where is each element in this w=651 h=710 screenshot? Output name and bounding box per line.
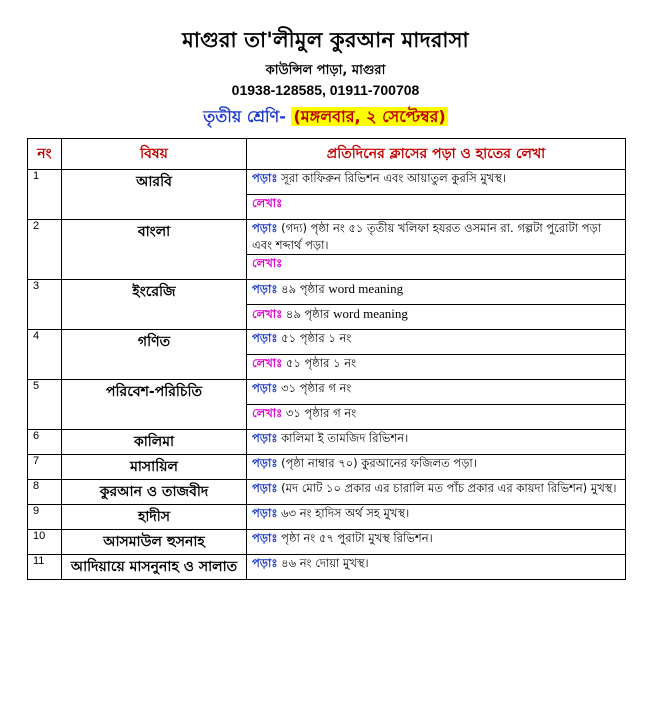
table-row — [28, 555, 626, 580]
write-cell — [247, 305, 626, 330]
table-row — [28, 505, 626, 530]
row-number: 8 — [28, 480, 62, 505]
read-cell — [247, 555, 626, 580]
row-subject: পরিবেশ-পরিচিতি — [62, 380, 247, 430]
row-number: 6 — [28, 430, 62, 455]
class-name: তৃতীয় শ্রেণি — [203, 107, 280, 126]
read-text: ৫১ পৃষ্ঠার ১ নং — [281, 331, 352, 345]
read-text: পৃষ্ঠা নং ৫৭ পুরাটা মুখস্থ রিভিশন। — [281, 531, 433, 545]
table-row — [28, 430, 626, 455]
routine-table — [27, 138, 626, 580]
read-label: পড়াঃ — [252, 221, 278, 235]
contact-phones: 01938-128585, 01911-700708 — [231, 82, 420, 98]
row-number: 2 — [28, 220, 62, 280]
write-cell — [247, 355, 626, 380]
row-number: 1 — [28, 170, 62, 220]
write-text-latin: word meaning — [333, 306, 408, 321]
read-label: পড়াঃ — [252, 481, 278, 495]
write-label: লেখাঃ — [252, 406, 283, 420]
row-number: 11 — [28, 555, 62, 580]
write-label: লেখাঃ — [252, 196, 283, 210]
table-row — [28, 220, 626, 255]
read-label: পড়াঃ — [252, 431, 278, 445]
header-subject: বিষয় — [62, 139, 247, 170]
read-label: পড়াঃ — [252, 381, 278, 395]
table-row — [28, 280, 626, 305]
write-cell — [247, 195, 626, 220]
table-row — [28, 480, 626, 505]
read-label: পড়াঃ — [252, 556, 278, 570]
table-row — [28, 530, 626, 555]
row-subject: আসমাউল হুসনাহ — [62, 530, 247, 555]
row-number: 3 — [28, 280, 62, 330]
write-text: ৩১ পৃষ্ঠার গ নং — [285, 406, 357, 420]
row-subject: বাংলা — [62, 220, 247, 280]
read-text-latin: word meaning — [328, 281, 404, 296]
read-text: (মদ মোট ১০ প্রকার এর চারালি মত পাঁচ প্রকার এর কায়দা রিভিশন) মুখস্থ। — [281, 481, 617, 495]
read-cell — [247, 505, 626, 530]
class-separator: - — [279, 107, 286, 126]
write-text: ৫১ পৃষ্ঠার ১ নং — [285, 356, 357, 370]
read-cell — [247, 455, 626, 480]
row-number: 10 — [28, 530, 62, 555]
read-cell — [247, 220, 626, 255]
row-subject: আদিয়ায়ে মাসনুনাহ ও সালাত — [62, 555, 247, 580]
read-cell — [247, 280, 626, 305]
row-number: 7 — [28, 455, 62, 480]
read-label: পড়াঃ — [252, 456, 278, 470]
write-label: লেখাঃ — [252, 356, 283, 370]
row-number: 5 — [28, 380, 62, 430]
read-text: ৬৩ নং হাদিস অর্থ সহ মুখস্থ। — [281, 506, 410, 520]
row-number: 4 — [28, 330, 62, 380]
row-subject: কুরআন ও তাজবীদ — [62, 480, 247, 505]
read-label: পড়াঃ — [252, 331, 278, 345]
class-line — [0, 104, 651, 131]
table-row — [28, 330, 626, 355]
read-text: কালিমা ই তামজিদ রিভিশন। — [281, 431, 409, 445]
write-cell — [247, 255, 626, 280]
row-subject: গণিত — [62, 330, 247, 380]
read-label: পড়াঃ — [252, 531, 278, 545]
row-subject: ইংরেজি — [62, 280, 247, 330]
write-cell — [247, 405, 626, 430]
row-subject: কালিমা — [62, 430, 247, 455]
read-text: সূরা কাফিরুন রিভিশন এবং আয়াতুল কুরসি মুখস্থ। — [281, 171, 506, 185]
read-cell — [247, 480, 626, 505]
read-text: (পৃষ্ঠা নাম্বার ৭০) কুরআনের ফজিলত পড়া। — [281, 456, 477, 470]
write-text: ৪৯ পৃষ্ঠার — [285, 307, 330, 321]
table-row — [28, 380, 626, 405]
table-header-row — [28, 139, 626, 170]
read-cell — [247, 430, 626, 455]
read-text: (গদ্য) পৃষ্ঠা নং ৫১ তৃতীয় খলিফা হযরত ওসমান রা. গল্পটা পুরোটা পড়া এবং শব্দার্থ পড়া। — [252, 221, 602, 252]
read-cell — [247, 380, 626, 405]
read-cell — [247, 330, 626, 355]
write-label: লেখাঃ — [252, 307, 283, 321]
write-label: লেখাঃ — [252, 256, 283, 270]
table-row — [28, 455, 626, 480]
read-label: পড়াঃ — [252, 282, 278, 296]
read-cell — [247, 530, 626, 555]
read-text: ৪৯ পৃষ্ঠার — [281, 282, 325, 296]
header-work: প্রতিদিনের ক্লাসের পড়া ও হাতের লেখা — [247, 139, 626, 170]
day-date-badge: (মঙ্গলবার, ২ সেপ্টেম্বর) — [293, 107, 446, 126]
row-subject: আরবি — [62, 170, 247, 220]
table-row — [28, 170, 626, 195]
row-number: 9 — [28, 505, 62, 530]
row-subject: মাসায়িল — [62, 455, 247, 480]
header-num: নং — [28, 139, 62, 170]
read-cell — [247, 170, 626, 195]
read-text: ৩১ পৃষ্ঠার গ নং — [281, 381, 352, 395]
read-text: ৪৬ নং দোয়া মুখস্থ। — [281, 556, 369, 570]
read-label: পড়াঃ — [252, 171, 278, 185]
madrasa-title: মাগুরা তা'লীমুল কুরআন মাদরাসা — [182, 28, 469, 52]
row-subject: হাদীস — [62, 505, 247, 530]
read-label: পড়াঃ — [252, 506, 278, 520]
madrasa-address: কাউন্সিল পাড়া, মাগুরা — [265, 63, 386, 78]
